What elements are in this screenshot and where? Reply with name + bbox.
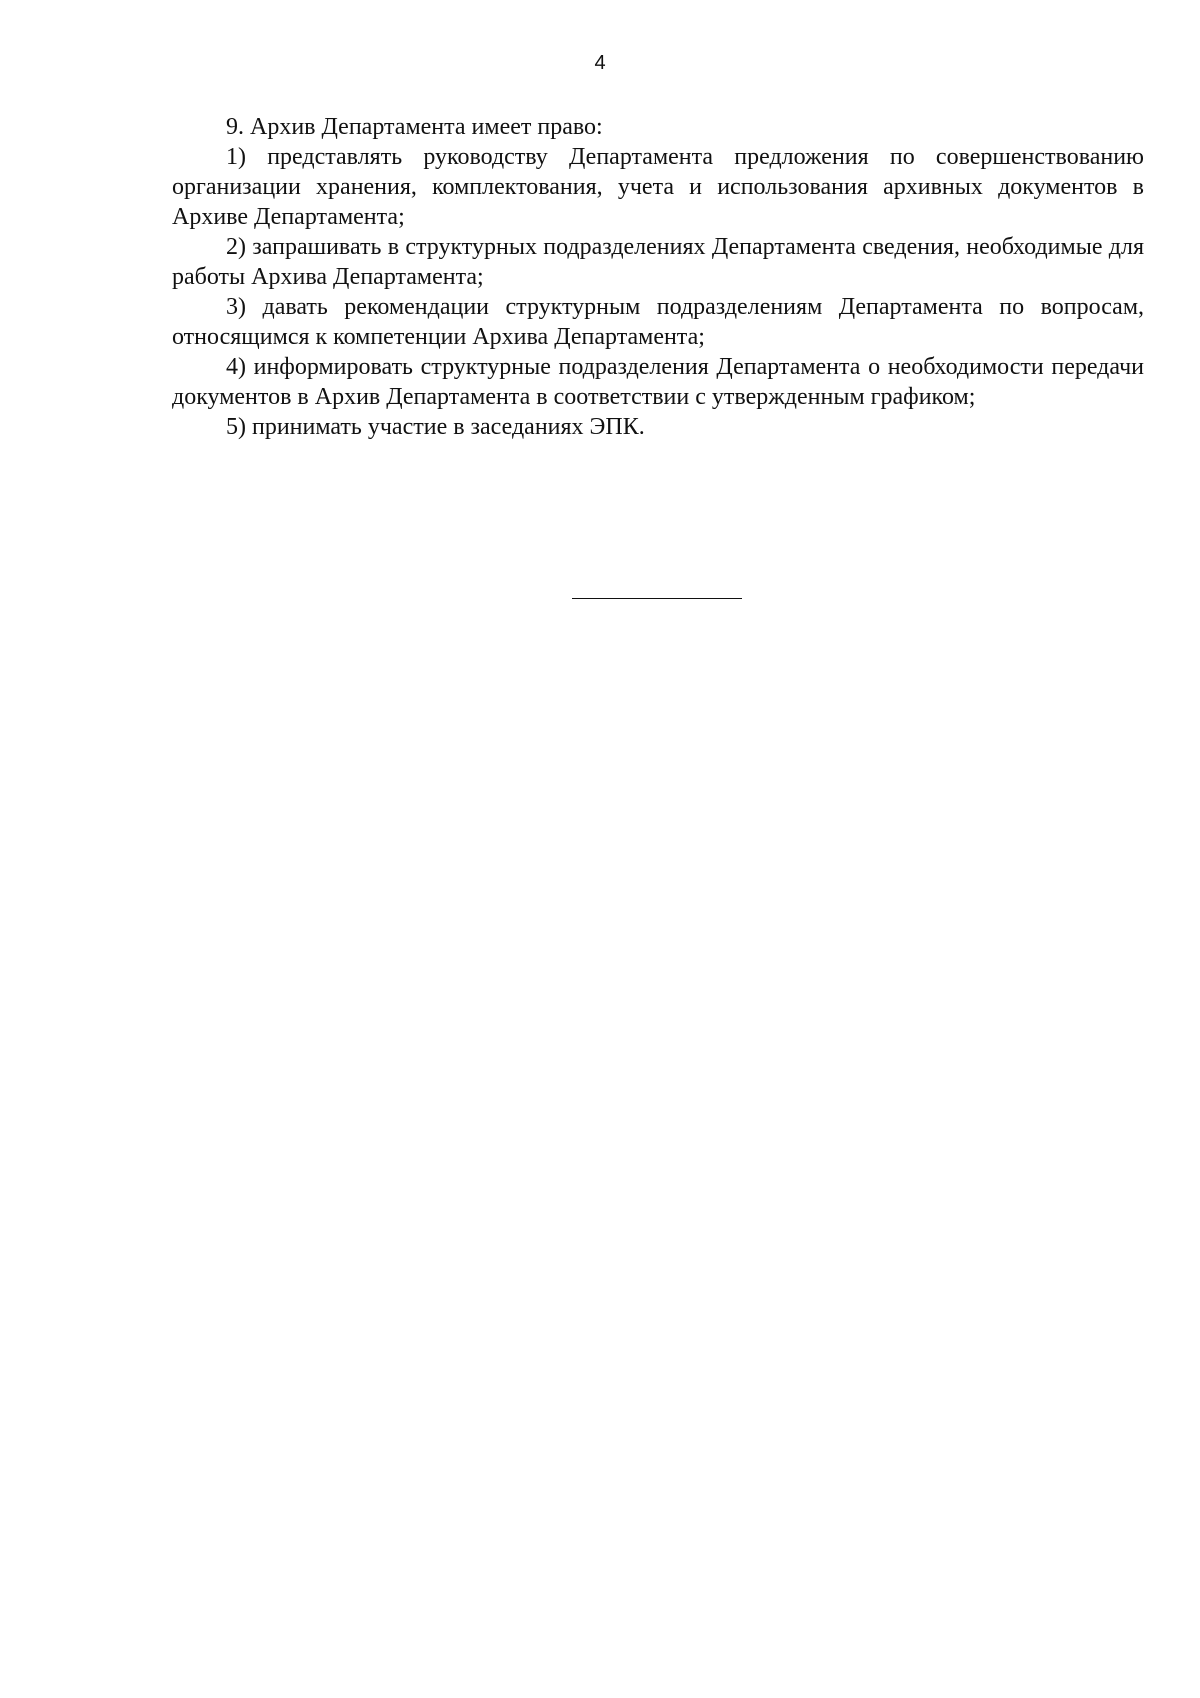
list-item: 5) принимать участие в заседаниях ЭПК. — [226, 414, 645, 440]
list-item: 3) давать рекомендации структурным подразделениям Департамента по вопросам, относящимся к компетенции Архива Департамента; — [172, 294, 1144, 350]
list-item: 1) представлять руководству Департамента предложения по совершенствованию организации хранения, комплектования, учета и использования архивных документов в Архиве Департамента; — [172, 144, 1144, 230]
page-number: 4 — [594, 52, 606, 74]
end-separator-line — [572, 598, 742, 599]
section-heading: 9. Архив Департамента имеет право: — [226, 114, 603, 140]
list-item: 2) запрашивать в структурных подразделениях Департамента сведения, необходимые для работы Архива Департамента; — [172, 234, 1144, 290]
list-item: 4) информировать структурные подразделения Департамента о необходимости передачи документов в Архив Департамента в соответствии с утвержденным графиком; — [172, 354, 1144, 410]
document-body — [172, 112, 1144, 442]
